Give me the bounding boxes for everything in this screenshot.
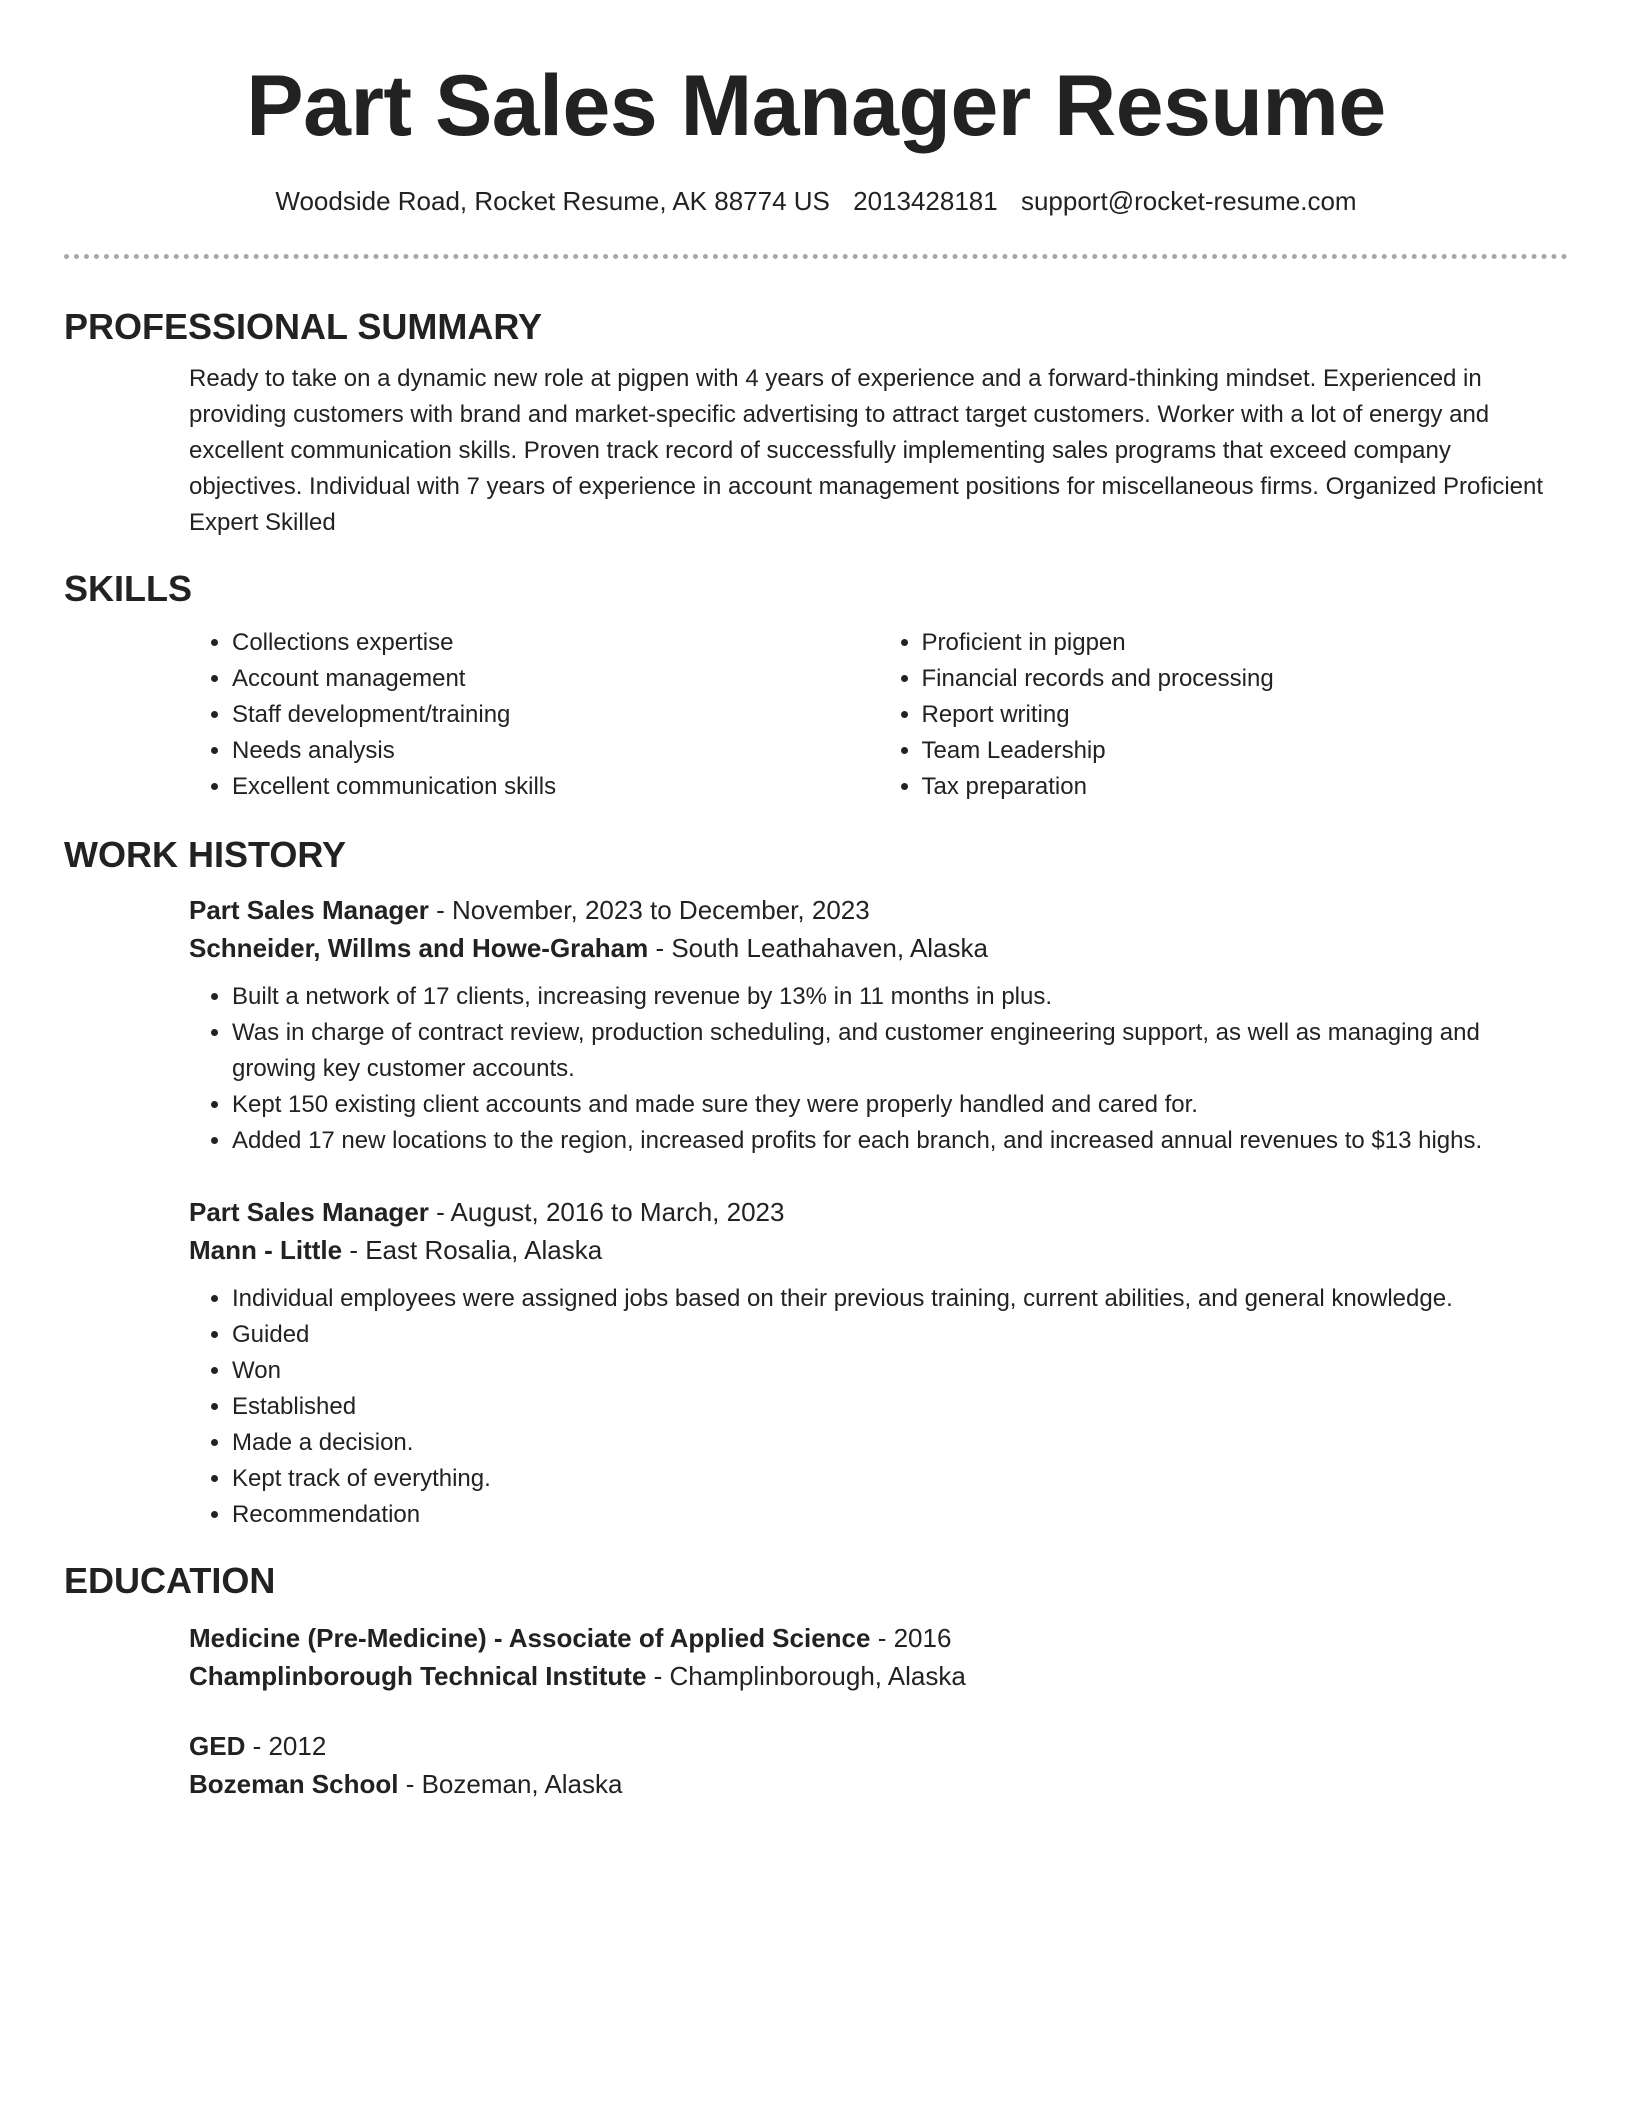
job-bullet: • Established bbox=[232, 1389, 1568, 1425]
school-location: - Bozeman, Alaska bbox=[398, 1769, 623, 1799]
skills-column-left bbox=[189, 625, 879, 805]
school-line bbox=[189, 1765, 1568, 1803]
education-entry bbox=[189, 1727, 1568, 1803]
degree: GED bbox=[189, 1731, 246, 1761]
job-bullet: • Built a network of 17 clients, increasing revenue by 13% in 11 months in plus. bbox=[232, 979, 1568, 1015]
job-bullets bbox=[189, 979, 1568, 1159]
skill-item: • Excellent communication skills bbox=[232, 769, 879, 805]
section-title-work-history: WORK HISTORY bbox=[64, 834, 347, 875]
skills-list bbox=[189, 625, 1568, 805]
job-entry bbox=[189, 891, 1568, 1159]
job-bullet: • Guided bbox=[232, 1317, 1568, 1353]
skill-item: • Needs analysis bbox=[232, 733, 879, 769]
job-company-line bbox=[189, 1231, 1568, 1269]
phone: 2013428181 bbox=[853, 186, 998, 216]
degree-line bbox=[189, 1727, 1568, 1765]
job-company: Schneider, Willms and Howe-Graham bbox=[189, 933, 649, 963]
email: support@rocket-resume.com bbox=[1020, 186, 1357, 216]
skill-item: • Account management bbox=[232, 661, 879, 697]
job-role: Part Sales Manager bbox=[189, 895, 429, 925]
job-location: - South Leathahaven, Alaska bbox=[648, 933, 988, 963]
skill-item: • Tax preparation bbox=[922, 769, 1569, 805]
job-entry bbox=[189, 1193, 1568, 1533]
skill-item: • Proficient in pigpen bbox=[922, 625, 1569, 661]
skill-item: • Report writing bbox=[922, 697, 1569, 733]
section-title-education: EDUCATION bbox=[64, 1560, 276, 1601]
contact-line bbox=[64, 184, 1568, 218]
header-divider bbox=[64, 254, 1568, 259]
job-dates: - August, 2016 to March, 2023 bbox=[428, 1197, 785, 1227]
job-bullet: • Kept track of everything. bbox=[232, 1461, 1568, 1497]
job-bullet: • Individual employees were assigned jobs based on their previous training, current abilities, and general knowledge. bbox=[232, 1281, 1568, 1317]
job-bullet: • Recommendation bbox=[232, 1497, 1568, 1533]
job-title-line bbox=[189, 891, 1568, 929]
graduation-year: - 2016 bbox=[870, 1623, 952, 1653]
address: Woodside Road, Rocket Resume, AK 88774 US bbox=[275, 186, 830, 216]
resume-title: Part Sales Manager Resume bbox=[246, 58, 1386, 154]
school: Champlinborough Technical Institute bbox=[189, 1661, 647, 1691]
job-company-line bbox=[189, 929, 1568, 967]
job-company: Mann - Little bbox=[189, 1235, 343, 1265]
skill-item: • Team Leadership bbox=[922, 733, 1569, 769]
section-title-summary: PROFESSIONAL SUMMARY bbox=[64, 306, 543, 347]
job-bullet: • Kept 150 existing client accounts and made sure they were properly handled and cared for. bbox=[232, 1087, 1568, 1123]
degree-line bbox=[189, 1619, 1568, 1657]
job-bullet: • Made a decision. bbox=[232, 1425, 1568, 1461]
skill-item: • Staff development/training bbox=[232, 697, 879, 733]
degree: Medicine (Pre-Medicine) - Associate of Applied Science bbox=[189, 1623, 871, 1653]
school: Bozeman School bbox=[189, 1769, 399, 1799]
job-location: - East Rosalia, Alaska bbox=[342, 1235, 603, 1265]
job-title-line bbox=[189, 1193, 1568, 1231]
school-line bbox=[189, 1657, 1568, 1695]
job-role: Part Sales Manager bbox=[189, 1197, 429, 1227]
skill-item: • Collections expertise bbox=[232, 625, 879, 661]
education-entry bbox=[189, 1619, 1568, 1695]
job-bullet: • Added 17 new locations to the region, increased profits for each branch, and increased annual revenues to $13 highs. bbox=[232, 1123, 1568, 1159]
skills-column-right bbox=[879, 625, 1569, 805]
summary-text: Ready to take on a dynamic new role at pigpen with 4 years of experience and a forward-thinking mindset. Experienced in providing customers with brand and market-specific advertising to attract target customers. Worker with a lot of energy and excellent communication skills. Proven track record of successfully implementing sales programs that exceed company objectives. Individual with 7 years of experience in account management positions for miscellaneous firms. Organized Proficient Expert Skilled bbox=[189, 365, 1544, 536]
section-title-skills: SKILLS bbox=[64, 568, 193, 609]
job-dates: - November, 2023 to December, 2023 bbox=[428, 895, 870, 925]
school-location: - Champlinborough, Alaska bbox=[646, 1661, 966, 1691]
job-bullet: • Won bbox=[232, 1353, 1568, 1389]
job-bullets bbox=[189, 1281, 1568, 1533]
skill-item: • Financial records and processing bbox=[922, 661, 1569, 697]
job-bullet: • Was in charge of contract review, production scheduling, and customer engineering support, as well as managing and growing key customer accounts. bbox=[232, 1015, 1568, 1087]
graduation-year: - 2012 bbox=[245, 1731, 327, 1761]
